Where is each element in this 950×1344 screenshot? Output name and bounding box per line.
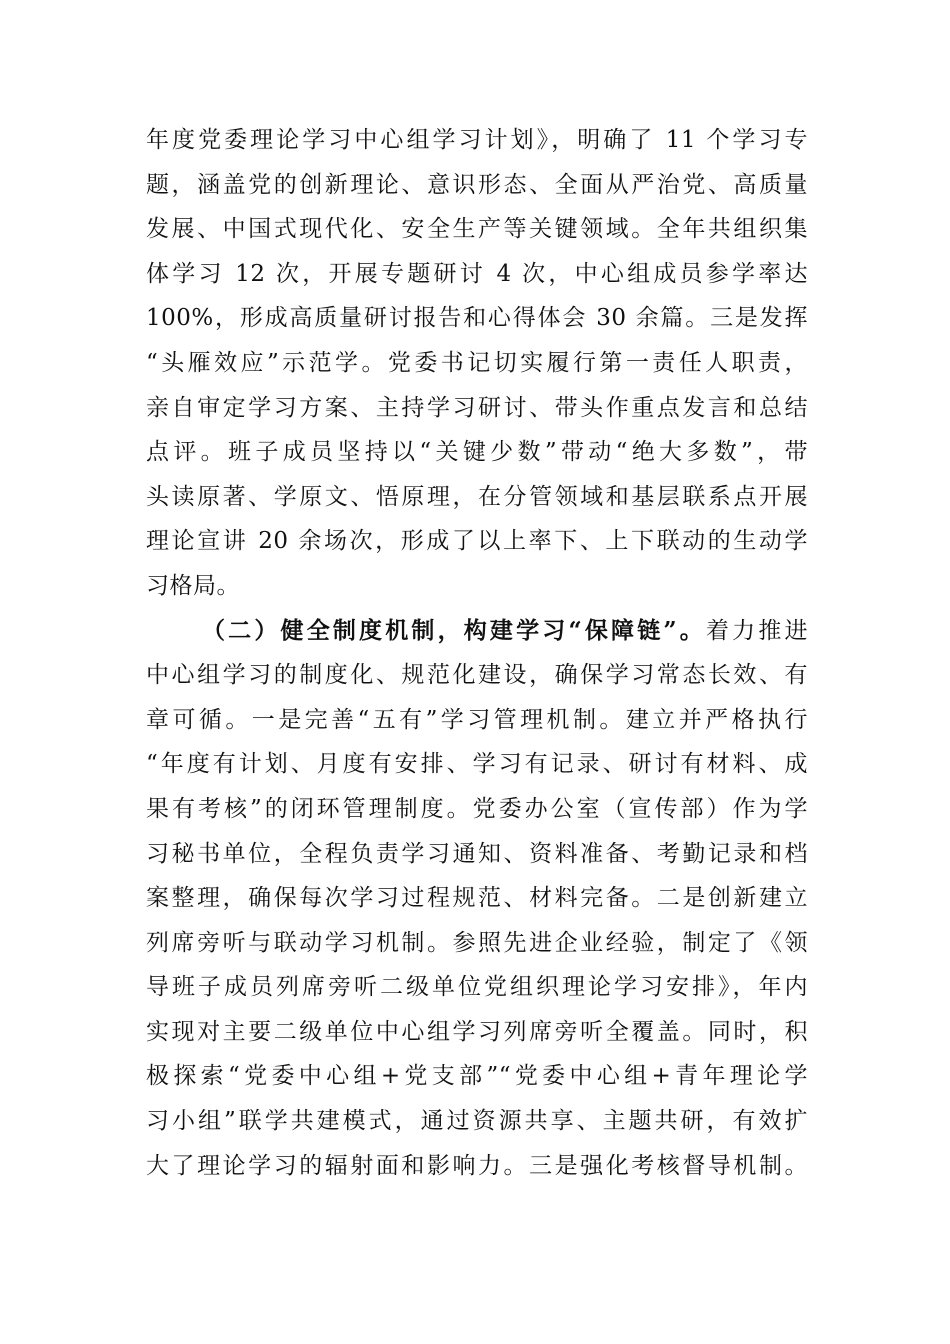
text-line: “头雁效应”示范学。党委书记切实履行第一责任人职责， (146, 349, 808, 376)
text-line: 习秘书单位，全程负责学习通知、资料准备、考勤记录和档 (146, 840, 808, 867)
text-line: 头读原著、学原文、悟原理，在分管领域和基层联系点开展 (146, 483, 808, 510)
text-line: 导班子成员列席旁听二级单位党组织理论学习安排》，年内 (146, 974, 808, 1001)
text-line: 100%，形成高质量研讨报告和心得体会 30 余篇。三是发挥 (146, 305, 808, 332)
text-line: 年度党委理论学习中心组学习计划》，明确了 11 个学习专 (146, 127, 808, 153)
text-line: 章可循。一是完善“五有”学习管理机制。建立并严格执行 (146, 706, 808, 733)
paragraph-2 (146, 609, 808, 1189)
section-heading: （二）健全制度机制，构建学习“保障链”。 (202, 616, 706, 644)
text-line: 点评。班子成员坚持以“关键少数”带动“绝大多数”，带 (146, 439, 808, 466)
text-line: 体学习 12 次，开展专题研讨 4 次，中心组成员参学率达 (146, 260, 808, 287)
text-line: 实现对主要二级单位中心组学习列席旁听全覆盖。同时，积 (146, 1018, 808, 1045)
paragraph-1 (146, 118, 808, 609)
text-line: 极探索“党委中心组+党支部”“党委中心组+青年理论学 (146, 1063, 808, 1090)
text-line: 习格局。 (146, 572, 240, 599)
document-body (146, 118, 808, 1188)
text-line: 亲自审定学习方案、主持学习研讨、带头作重点发言和总结 (146, 394, 808, 421)
text-line: 大了理论学习的辐射面和影响力。三是强化考核督导机制。 (146, 1152, 808, 1179)
text-line: 中心组学习的制度化、规范化建设，确保学习常态长效、有 (146, 662, 808, 689)
text-run: 着力推进 (705, 617, 808, 644)
text-line: 发展、中国式现代化、安全生产等关键领域。全年共组织集 (146, 216, 808, 243)
text-line: 习小组”联学共建模式，通过资源共享、主题共研，有效扩 (146, 1108, 808, 1135)
section-heading-line (146, 609, 808, 654)
text-line: 果有考核”的闭环管理制度。党委办公室（宣传部）作为学 (146, 795, 808, 822)
text-line: “年度有计划、月度有安排、学习有记录、研讨有材料、成 (146, 751, 808, 778)
text-line: 案整理，确保每次学习过程规范、材料完备。二是创新建立 (146, 885, 808, 912)
text-line: 列席旁听与联动学习机制。参照先进企业经验，制定了《领 (146, 929, 808, 956)
text-line: 题，涵盖党的创新理论、意识形态、全面从严治党、高质量 (146, 171, 808, 198)
text-line: 理论宣讲 20 余场次，形成了以上率下、上下联动的生动学 (146, 528, 808, 555)
